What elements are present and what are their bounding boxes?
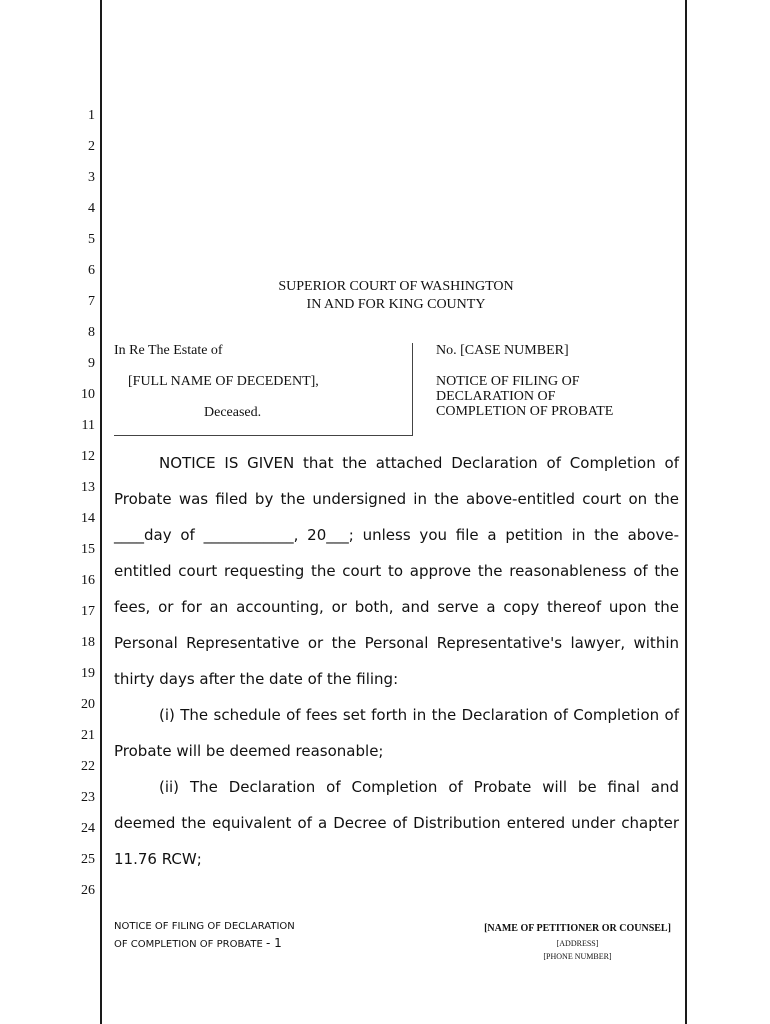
- court-county: IN AND FOR KING COUNTY: [306, 297, 486, 312]
- line-number: 8: [88, 325, 95, 340]
- body-line: 11.76 RCW;: [114, 850, 202, 868]
- line-number: 16: [81, 573, 95, 588]
- footer-doc-title-line1: NOTICE OF FILING OF DECLARATION: [114, 921, 295, 932]
- line-number: 2: [88, 139, 95, 154]
- left-margin-line: [100, 0, 102, 1024]
- line-number: 25: [81, 852, 95, 867]
- line-number: 3: [88, 170, 95, 185]
- line-number: 1: [88, 108, 95, 123]
- line-number: 4: [88, 201, 95, 216]
- body-line: Probate will be deemed reasonable;: [114, 742, 384, 760]
- line-number: 21: [81, 728, 95, 743]
- line-number: 5: [88, 232, 95, 247]
- body-line: (i) The schedule of fees set forth in the Declaration of Completion of: [159, 706, 679, 724]
- line-number: 12: [81, 449, 95, 464]
- line-number: 17: [81, 604, 95, 619]
- line-number: 14: [81, 511, 95, 526]
- line-number: 11: [81, 418, 95, 433]
- line-number: 13: [81, 480, 95, 495]
- caption-underline: [114, 435, 413, 436]
- caption-in-re: In Re The Estate of: [114, 343, 223, 358]
- body-line: Personal Representative or the Personal Representative's lawyer, within: [114, 634, 679, 652]
- body-line: entitled court requesting the court to approve the reasonableness of the: [114, 562, 679, 580]
- document-title-line: COMPLETION OF PROBATE: [436, 404, 614, 419]
- line-number: 24: [81, 821, 95, 836]
- right-margin-line: [685, 0, 687, 1024]
- line-number: 19: [81, 666, 95, 681]
- caption-divider: [412, 343, 413, 436]
- line-number: 9: [88, 356, 95, 371]
- line-number: 20: [81, 697, 95, 712]
- body-line: (ii) The Declaration of Completion of Probate will be final and: [159, 778, 679, 796]
- body-line: deemed the equivalent of a Decree of Distribution entered under chapter: [114, 814, 679, 832]
- footer-doc-title-line2: [114, 935, 282, 953]
- body-line: Probate was filed by the undersigned in the above-entitled court on the: [114, 490, 679, 508]
- body-line: thirty days after the date of the filing:: [114, 670, 399, 688]
- line-number: 10: [81, 387, 95, 402]
- line-number: 26: [81, 883, 95, 898]
- page-number: - 1: [265, 936, 282, 950]
- footer-address: [ADDRESS]: [556, 939, 599, 948]
- line-number: 22: [81, 759, 95, 774]
- line-number: 23: [81, 790, 95, 805]
- footer-petitioner-name: [NAME OF PETITIONER OR COUNSEL]: [484, 923, 671, 934]
- document-title-line: DECLARATION OF: [436, 389, 556, 404]
- document-title-line: NOTICE OF FILING OF: [436, 374, 580, 389]
- body-line: NOTICE IS GIVEN that the attached Declaration of Completion of: [159, 454, 679, 472]
- footer-phone: [PHONE NUMBER]: [543, 952, 612, 961]
- body-line: ____day of ____________, 20___; unless you file a petition in the above-: [114, 526, 679, 544]
- line-number: 18: [81, 635, 95, 650]
- line-number: 7: [88, 294, 95, 309]
- deceased-label: Deceased.: [204, 405, 262, 420]
- decedent-name: [FULL NAME OF DECEDENT],: [128, 374, 319, 389]
- case-number: No. [CASE NUMBER]: [436, 343, 569, 358]
- court-name: SUPERIOR COURT OF WASHINGTON: [278, 279, 514, 294]
- line-number: 6: [88, 263, 95, 278]
- body-line: fees, or for an accounting, or both, and serve a copy thereof upon the: [114, 598, 679, 616]
- footer-doc-title-line2-text: OF COMPLETION OF PROBATE: [114, 939, 263, 950]
- line-number: 15: [81, 542, 95, 557]
